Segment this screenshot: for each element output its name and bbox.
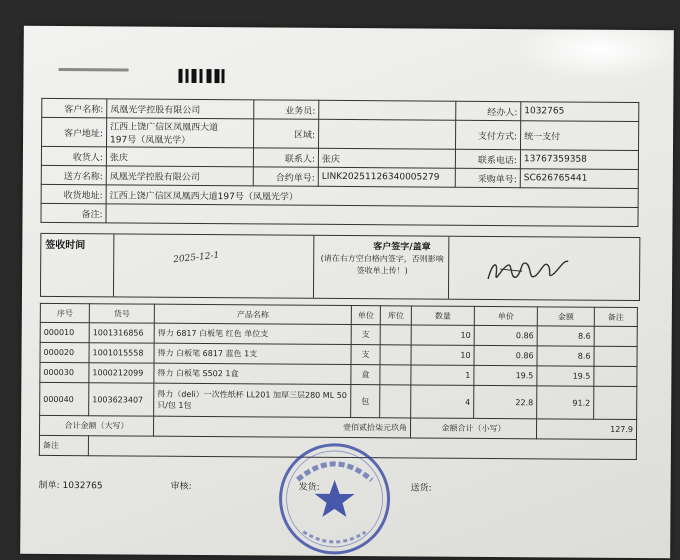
customer-addr-value [107,118,254,148]
purchase-value: SC626765441 [520,169,638,189]
delivery-note-paper [20,26,674,559]
row-name: 得力 白板笔 6817 蓝色 1支 [154,343,351,364]
contact-value: 张庆 [318,148,455,168]
remark-label: 备注: [41,203,106,222]
row-amount: 19.5 [537,366,594,386]
ship-name-value: 凤凰光学控股有限公司 [106,166,253,186]
row-loc [380,325,411,345]
col-qty: 数量 [411,306,474,325]
handler-label: 经办人: [456,101,521,120]
review-label: 审核: [170,481,192,492]
company-seal [275,440,394,559]
sign-date-handwritten: 2025-12-1 [172,250,220,266]
col-name: 产品名称 [154,304,351,324]
table-row [40,382,637,419]
col-unit: 单位 [351,306,380,325]
row-price: 19.5 [474,365,537,385]
row-unit: 盒 [351,365,380,385]
row-loc [380,385,411,418]
col-code: 货号 [89,304,154,323]
row-price: 0.86 [474,345,537,365]
row-qty: 10 [411,345,474,365]
row-note [594,346,637,366]
customer-info-table [40,98,639,227]
items-remark-label: 备注 [39,435,88,455]
region-value [319,119,456,149]
handwritten-signature [482,249,572,290]
row-code: 1003623407 [89,383,154,416]
row-qty: 1 [411,365,474,385]
total-lower-label: 金额合计（小写） [410,418,536,439]
row-note [594,386,637,419]
remark-value [106,204,638,227]
salesperson-value [319,100,456,120]
customer-name-label: 客户名称: [42,98,107,117]
row-name: 得力（deli）一次性纸杯 LL201 加厚三层280 ML 50只/包 1包 [154,383,351,417]
customer-name-value: 凤凰光学控股有限公司 [107,99,254,119]
sign-time-cell [41,234,114,297]
row-qty: 10 [411,325,474,345]
col-price: 单价 [474,306,537,325]
recv-addr-value: 江西上饶广信区凤凰西大道197号（凤凰光学） [106,185,638,208]
row-price: 22.8 [474,385,537,418]
ship-name-label: 送方名称: [41,165,106,184]
contract-value: LINK20251126340005279 [318,167,455,187]
payment-label: 支付方式: [455,120,520,149]
sign-date-cell [113,234,314,297]
salesperson-label: 业务员: [254,100,319,119]
col-note: 备注 [594,307,637,326]
ship-label: 发货: [298,482,320,493]
row-name: 得力 6817 白板笔 红色 单位支 [154,323,351,344]
row-code: 1001015558 [89,343,154,363]
row-unit: 支 [351,325,380,345]
col-amount: 金额 [537,307,594,326]
region-label: 区域: [254,119,319,148]
recv-addr-label: 收货地址: [41,184,106,203]
receiver-label: 收货人: [41,146,106,165]
col-no: 序号 [40,303,89,322]
phone-value: 13767359358 [520,150,638,170]
handler-value: 1032765 [521,102,639,122]
row-amount: 8.6 [537,346,594,366]
header-mark [59,68,129,71]
row-no: 000040 [40,382,89,415]
col-loc: 库位 [380,306,411,325]
row-code: 1001316856 [89,323,154,343]
sign-time-label: 签收时间 [45,239,86,252]
phone-label: 联系电话: [455,149,520,168]
payment-value: 统一支付 [520,121,638,151]
deliver-label: 送货: [410,483,432,494]
maker-label: 制单: [38,480,60,491]
maker-value: 1032765 [62,481,103,492]
customer-sign-cell [313,236,449,299]
total-upper-label: 合计金额（大写） [39,415,153,436]
row-note [594,366,637,386]
row-no: 000030 [40,362,89,382]
total-upper-value: 壹佰贰拾柒元玖角 [153,416,410,438]
receiver-value: 张庆 [106,147,253,167]
contact-label: 联系人: [253,148,318,167]
row-amount: 91.2 [537,386,594,419]
row-no: 000020 [40,342,89,362]
row-loc [380,365,411,385]
row-no: 000010 [40,322,89,342]
items-table [39,303,638,460]
barcode-icon [178,69,224,83]
customer-sign-label: 客户签字/盖章 [373,242,431,253]
row-unit: 支 [351,345,380,365]
customer-sign-note: (请在右方空白格内签字，否则影响签收单上传！) [320,253,444,276]
total-lower-value: 127.9 [536,419,636,440]
customer-addr-line1: 江西上饶广信区凤凰西大道 [110,122,219,134]
contract-label: 合约单号: [253,167,318,186]
customer-addr-label: 客户地址: [42,117,107,146]
row-code: 1000212099 [89,363,154,383]
row-loc [380,345,411,365]
footer-maker [39,478,103,491]
row-name: 得力 白板笔 S502 1盒 [154,363,351,384]
row-price: 0.86 [474,325,537,345]
row-amount: 8.6 [537,326,594,346]
customer-addr-line2: 197号（凤凰光学） [110,135,191,146]
row-unit: 包 [351,385,380,418]
purchase-label: 采购单号: [455,168,520,187]
light-glare [513,26,673,81]
row-note [594,326,637,346]
row-qty: 4 [411,385,474,418]
